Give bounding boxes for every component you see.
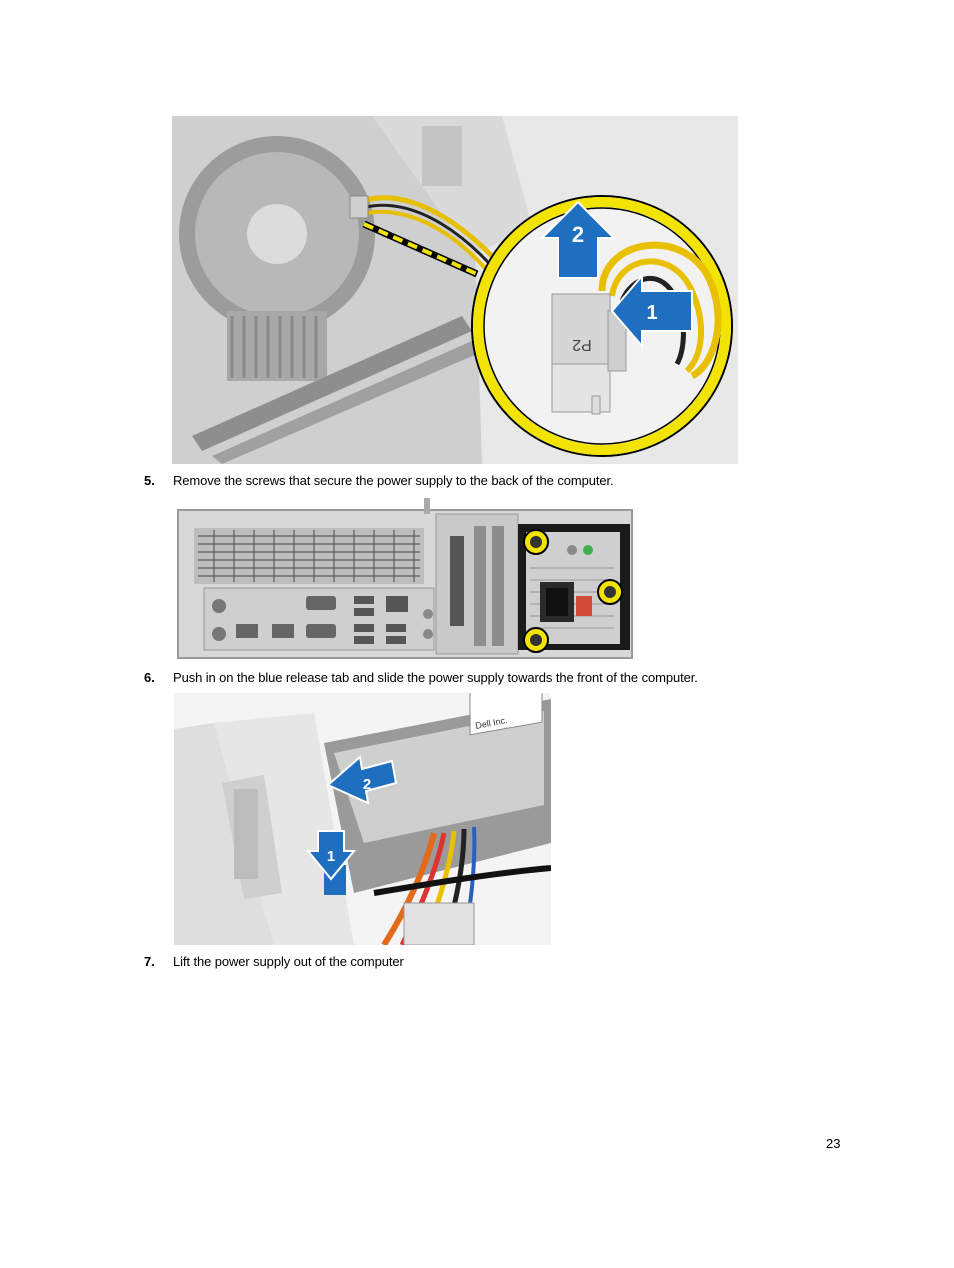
step-number: 6.	[144, 670, 155, 685]
page-number: 23	[826, 1136, 841, 1151]
screw-right	[598, 580, 622, 604]
ps2-port	[212, 599, 226, 613]
step-text: Push in on the blue release tab and slide the power supply towards the front of the computer.	[173, 670, 698, 685]
step-text: Lift the power supply out of the computer	[173, 954, 404, 969]
figure-p2-cable-disconnect	[172, 116, 738, 464]
svg-text:1: 1	[646, 302, 658, 324]
step-text: Remove the screws that secure the power supply to the back of the computer.	[173, 473, 614, 488]
p2-cable-illustration	[172, 116, 738, 464]
svg-text:2: 2	[571, 222, 585, 247]
psu-release-illustration	[174, 693, 551, 945]
step-number: 7.	[144, 954, 155, 969]
rear-panel-illustration	[174, 496, 636, 660]
svg-text:1: 1	[326, 848, 336, 865]
screw-top-left	[524, 530, 548, 554]
figure-psu-screws	[174, 496, 636, 660]
screw-bottom-left	[524, 628, 548, 652]
dvi-port	[450, 536, 464, 626]
vga-port	[306, 624, 336, 638]
psu-label-brand: Dell Inc.	[474, 714, 509, 731]
connector-label: P2	[572, 336, 592, 353]
svg-text:2: 2	[362, 776, 372, 793]
figure-psu-release	[174, 693, 551, 945]
step-number: 5.	[144, 473, 155, 488]
serial-port	[306, 596, 336, 610]
